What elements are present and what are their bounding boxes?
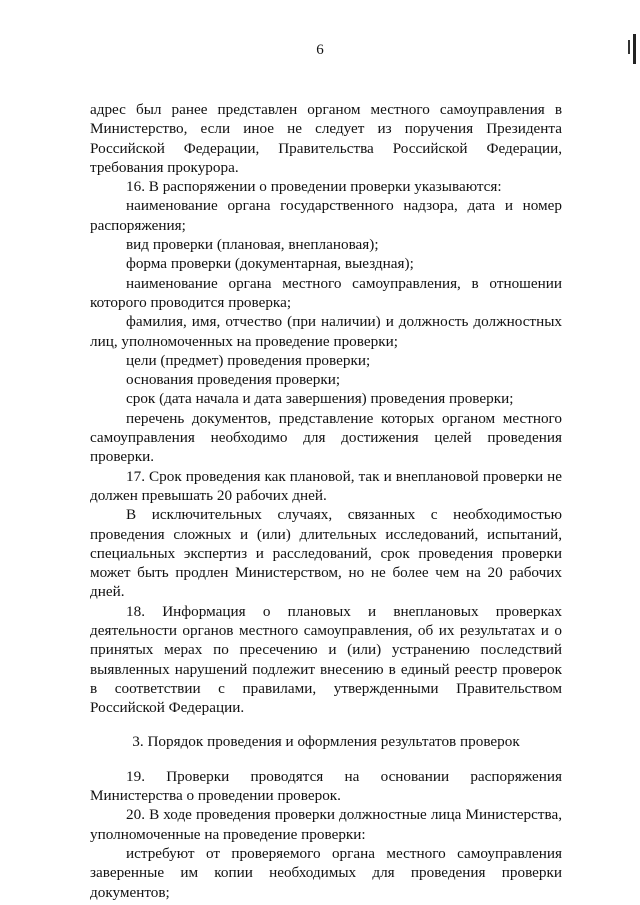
paragraphs-after-heading — [90, 767, 562, 902]
paragraph: вид проверки (плановая, внеплановая); — [126, 236, 379, 254]
paragraph: перечень документов, представление которых органом местного самоуправления необходимо для достижения целей проведения проверки. — [90, 409, 562, 466]
scan-edge-mark — [633, 34, 636, 64]
paragraph: цели (предмет) проведения проверки; — [126, 351, 371, 369]
paragraph: В исключительных случаях, связанных с необходимостью проведения сложных и (или) длительных исследований, испытаний, специальных экспертиз и расследований, срок проведения проверки может быть продлен Министерством, но не более чем на 20 рабочих дней. — [90, 506, 562, 601]
paragraph: основания проведения проверки; — [126, 371, 341, 389]
paragraph: форма проверки (документарная, выездная); — [126, 255, 414, 273]
document-body — [90, 100, 562, 902]
page-number: 6 — [316, 42, 324, 58]
paragraph: 20. В ходе проведения проверки должностные лица Министерства, уполномоченные на проведение проверки: — [90, 806, 562, 843]
paragraphs-before-heading — [90, 100, 562, 718]
paragraph: 17. Срок проведения как плановой, так и внеплановой проверки не должен превышать 20 рабочих дней. — [90, 467, 562, 504]
paragraph: срок (дата начала и дата завершения) проведения проверки; — [126, 390, 514, 408]
scan-edge-mark-small — [628, 40, 630, 54]
paragraph: наименование органа государственного надзора, дата и номер распоряжения; — [90, 197, 562, 234]
paragraph: фамилия, имя, отчество (при наличии) и должность должностных лиц, уполномоченных на проведение проверки; — [90, 313, 562, 350]
paragraph: наименование органа местного самоуправления, в отношении которого проводится проверка; — [90, 274, 562, 311]
section-heading: 3. Порядок проведения и оформления результатов проверок — [132, 732, 520, 750]
paragraph: 16. В распоряжении о проведении проверки указываются: — [126, 178, 502, 196]
paragraph: истребуют от проверяемого органа местного самоуправления заверенные им копии необходимых для проведения проверки документов; — [90, 844, 562, 901]
paragraph: 19. Проверки проводятся на основании распоряжения Министерства о проведении проверок. — [90, 767, 562, 805]
paragraph: адрес был ранее представлен органом местного самоуправления в Министерство, если иное не следует из поручения Президента Российской Федерации, Правительства Российской Федерации, требования прокурора. — [90, 101, 562, 176]
paragraph: 18. Информация о плановых и внеплановых проверках деятельности органов местного самоуправления, об их результатах и о принятых мерах по пресечению и (или) устранению последствий выявленных нарушений подлежит внесению в единый реестр проверок в соответствии с правилами, утвержденными Правительством Российской Федерации. — [90, 602, 562, 717]
